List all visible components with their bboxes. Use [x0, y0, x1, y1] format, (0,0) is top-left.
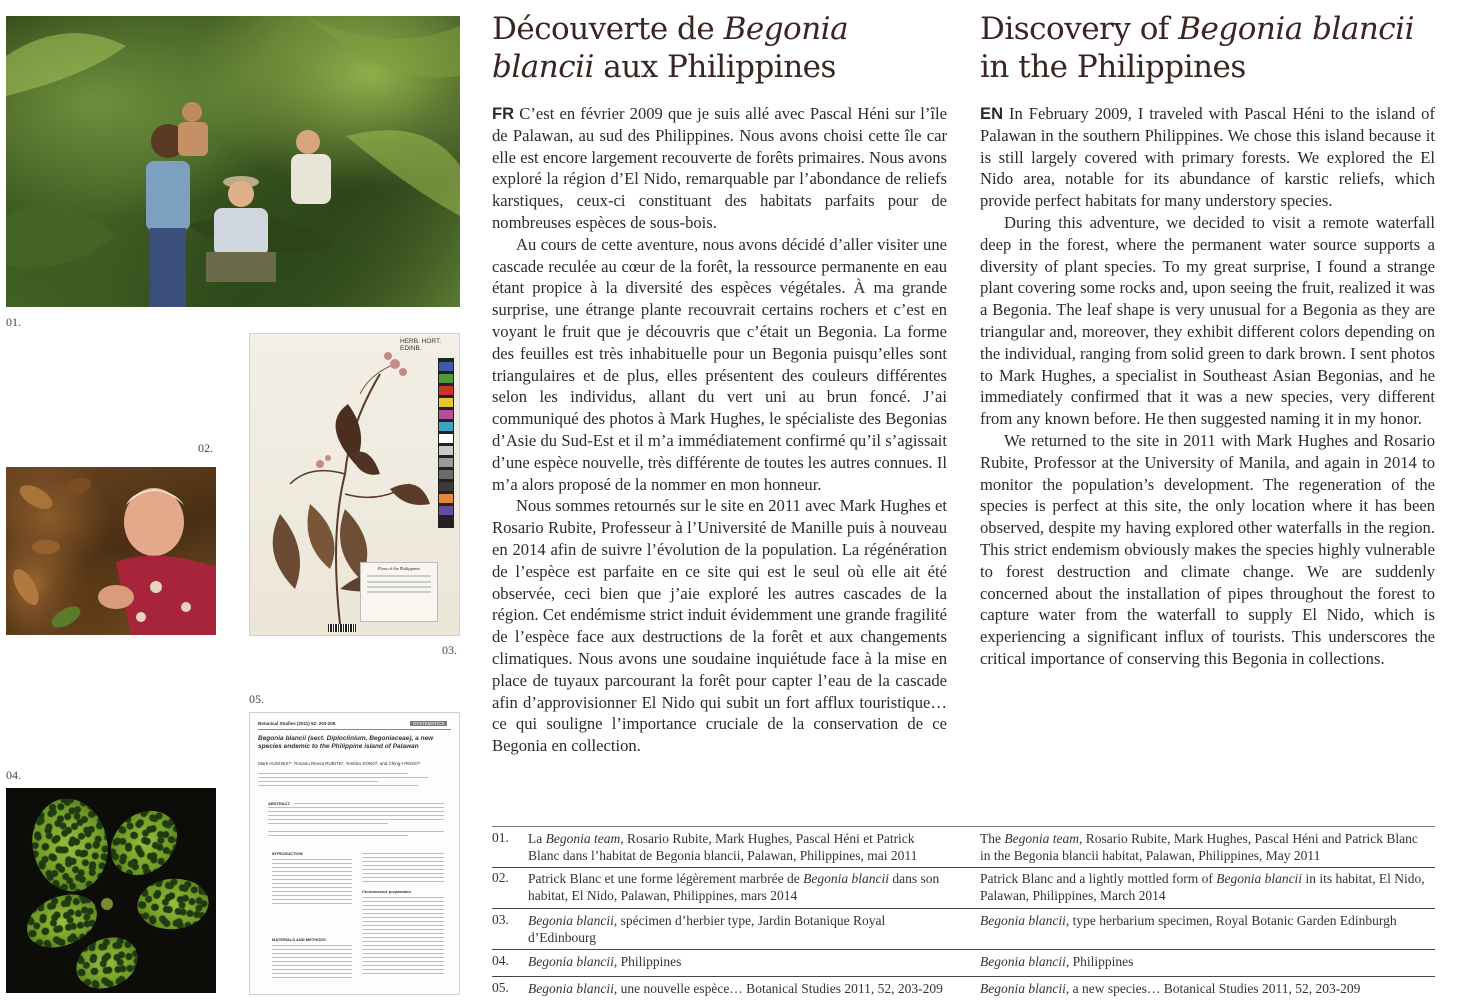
caption-english: Begonia blancii, type herbarium specimen, Royal Botanic Garden Edinburgh — [980, 913, 1397, 928]
figure-label-02: 02. — [198, 441, 213, 455]
caption-french: Begonia blancii, une nouvelle espèce… Botanical Studies 2011, 52, 203-209 — [528, 981, 943, 996]
english-title: Discovery of Begonia blancii in the Philippines — [980, 11, 1414, 85]
photo-botanical-studies-paper — [249, 712, 460, 995]
jungle-scene-illustration — [6, 16, 460, 307]
french-paragraph-3: Nous sommes retournés sur le site en 2011 avec Mark Hughes et Rosario Rubite, Professeur à l’Université de Manille puis à nouveau en 2014 afin de suivre l’évolution de la population. La régénération de l’espèce est parfaite en ce site qui est le seul où elle ait été observée, ceci bien que j’aie exploré les autres cascades de la région. Cet endémisme strict induit évidemment une grande fragilité de l’espèce face aux destructions de la forêt et aux changements climatiques. Nous avons une soudaine inquiétude face à la mise en place de tuyaux parcourant la forêt pour capter l’eau de la cascade afin d’approvisionner El Nido qui subit un fort afflux touristique… ce qui souligne l’importance cruciale de la conservation de ce Begonia en collection. — [492, 496, 947, 756]
figure-label-04: 04. — [6, 768, 21, 782]
caption-english: Begonia blancii, Philippines — [980, 954, 1134, 969]
french-paragraph-2: Au cours de cette aventure, nous avons décidé d’aller visiter une cascade reculée au cœur de la forêt, la ressource permanente en eau étant propice à la diversité des espèces végétales. À ma grande surprise, une étrange plante recouvrait certains rochers et c’est en voyant le fruit que je découvris que c’était un Begonia. La forme des feuilles est très inhabituelle pour un Begonia puisqu’elles sont triangulaires et de plus, elles présentent des couleurs différentes selon les individus, allant du vert uni au brun foncé. J’ai communiqué des photos à Mark Hughes, le spécialiste des Begonias d’Asie du Sud-Est et il m’a immédiatement confirmé qu’il s’agissait d’une espèce nouvelle, très différente de toutes les autres connues. Il m’a alors proposé de la nommer en mon honneur. — [492, 234, 947, 494]
color-calibration-strip — [438, 358, 454, 528]
caption-row-05 — [492, 977, 1435, 999]
caption-row-03 — [492, 909, 1435, 950]
english-paragraph-1: EN In February 2009, I traveled with Pascal Héni to the island of Palawan in the southern Philippines. We chose this island because it is still largely covered with primary forests. We explored the El Nido area, notable for its abundance of karstic reliefs, which provide perfect habitats for many understory species. — [980, 104, 1435, 211]
photo-herbarium-specimen — [249, 333, 460, 636]
paper-authors: Mark HUGHES¹*, Rosario Rivera RUBITE², Yoshiko KONO³, and Ching-I PENG³* — [258, 761, 421, 766]
caption-number: 05. — [492, 980, 509, 995]
paper-section: SYSTEMATICS — [410, 721, 447, 726]
caption-row-02 — [492, 867, 1435, 909]
french-paragraph-1: FR C’est en février 2009 que je suis allé avec Pascal Héni sur l’île de Palawan, au sud des Philippines. Nous avons choisi cette île car elle est encore largement recouverte de forêts primaires. Nous avons exploré la région d’El Nido, remarquable par l’abondance de reliefs karstiques, ceux-ci constituant des habitats parfaits pour de nombreuses espèces de sous-bois. — [492, 104, 947, 232]
paper-abstract-heading: ABSTRACT. — [268, 801, 291, 806]
figure-label-01: 01. — [6, 315, 21, 329]
herbarium-label-title: Flora of the Philippines — [377, 566, 421, 571]
caption-english: The Begonia team, Rosario Rubite, Mark Hughes, Pascal Héni and Patrick Blanc in the Begonia blancii habitat, Palawan, Philippines, May 2011 — [980, 831, 1418, 863]
photo-begonia-blancii-plant — [6, 788, 216, 993]
herbarium-sheet-label — [360, 562, 438, 622]
caption-number: 04. — [492, 953, 509, 968]
figure-label-05: 05. — [249, 692, 264, 706]
french-language-tag: FR — [492, 104, 515, 123]
photo-begonia-team — [6, 16, 460, 307]
french-title: Découverte de Begonia blancii aux Philippines — [492, 11, 849, 85]
photo-patrick-blanc — [6, 467, 216, 635]
caption-number: 02. — [492, 870, 509, 885]
caption-english: Patrick Blanc and a lightly mottled form of Begonia blancii in its habitat, El Nido, Palawan, Philippines, March 2014 — [980, 871, 1425, 903]
leaf-litter-illustration — [6, 467, 216, 635]
barcode — [328, 624, 356, 632]
english-body — [980, 103, 1435, 670]
paper-intro-heading: INTRODUCTION — [272, 851, 303, 856]
caption-number: 03. — [492, 912, 509, 927]
caption-french: La Begonia team, Rosario Rubite, Mark Hughes, Pascal Héni et Patrick Blanc dans l’habitat de Begonia blancii, Palawan, Philippines, mai 2011 — [528, 831, 918, 863]
paper-chromosome-heading: Chromosome preparation — [362, 889, 411, 894]
caption-row-01 — [492, 826, 1435, 868]
paper-title: Begonia blancii (sect. Diploclinium, Begoniaceae), a new species endemic to the Philippine island of Palawan — [258, 735, 434, 750]
paper-journal: Botanical Studies (2011) 52: 203-209. — [258, 721, 337, 726]
caption-english: Begonia blancii, a new species… Botanical Studies 2011, 52, 203-209 — [980, 981, 1361, 996]
english-language-tag: EN — [980, 104, 1004, 123]
caption-french: Begonia blancii, Philippines — [528, 954, 682, 969]
english-paragraph-3: We returned to the site in 2011 with Mark Hughes and Rosario Rubite, Professor at the University of Manila, and again in 2014 to monitor the population’s development. The regeneration of the species is perfect at this site, the only location where it has been observed, despite my having explored other waterfalls in the region. This strict endemism obviously makes the species highly vulnerable to forest destruction and climate change. We are suddenly concerned about the installation of pipes throughout the forest to capture water from the waterfall to supply El Nido, which is experiencing a significant influx of tourists. This underscores the critical importance of conserving this Begonia in collections. — [980, 430, 1435, 668]
herbarium-stamp: HERB. HORT. EDINB. — [400, 338, 442, 352]
figure-label-03: 03. — [442, 643, 457, 657]
caption-french: Patrick Blanc et une forme légèrement marbrée de Begonia blancii dans son habitat, El Nido, Palawan, Philippines, mars 2014 — [528, 871, 940, 903]
english-paragraph-2: During this adventure, we decided to visit a remote waterfall deep in the forest, where the permanent water source supports a diversity of plant species. To my great surprise, I found a strange plant covering some rocks and, upon seeing the fruit, realized it was a Begonia. The leaf shape is very unusual for a Begonia as they are triangular and, moreover, they exhibit different colors depending on the individual, ranging from solid green to dark brown. I sent photos to Mark Hughes, a specialist in Southeast Asian Begonias, and he immediately confirmed that it was a new species, very different from any known before. He then suggested naming it in my honor. — [980, 212, 1435, 429]
caption-number: 01. — [492, 830, 509, 845]
caption-french: Begonia blancii, spécimen d’herbier type, Jardin Botanique Royal d’Edinbourg — [528, 913, 886, 945]
caption-row-04 — [492, 950, 1435, 977]
french-body — [492, 103, 947, 757]
paper-materials-heading: MATERIALS AND METHODS — [272, 937, 326, 942]
